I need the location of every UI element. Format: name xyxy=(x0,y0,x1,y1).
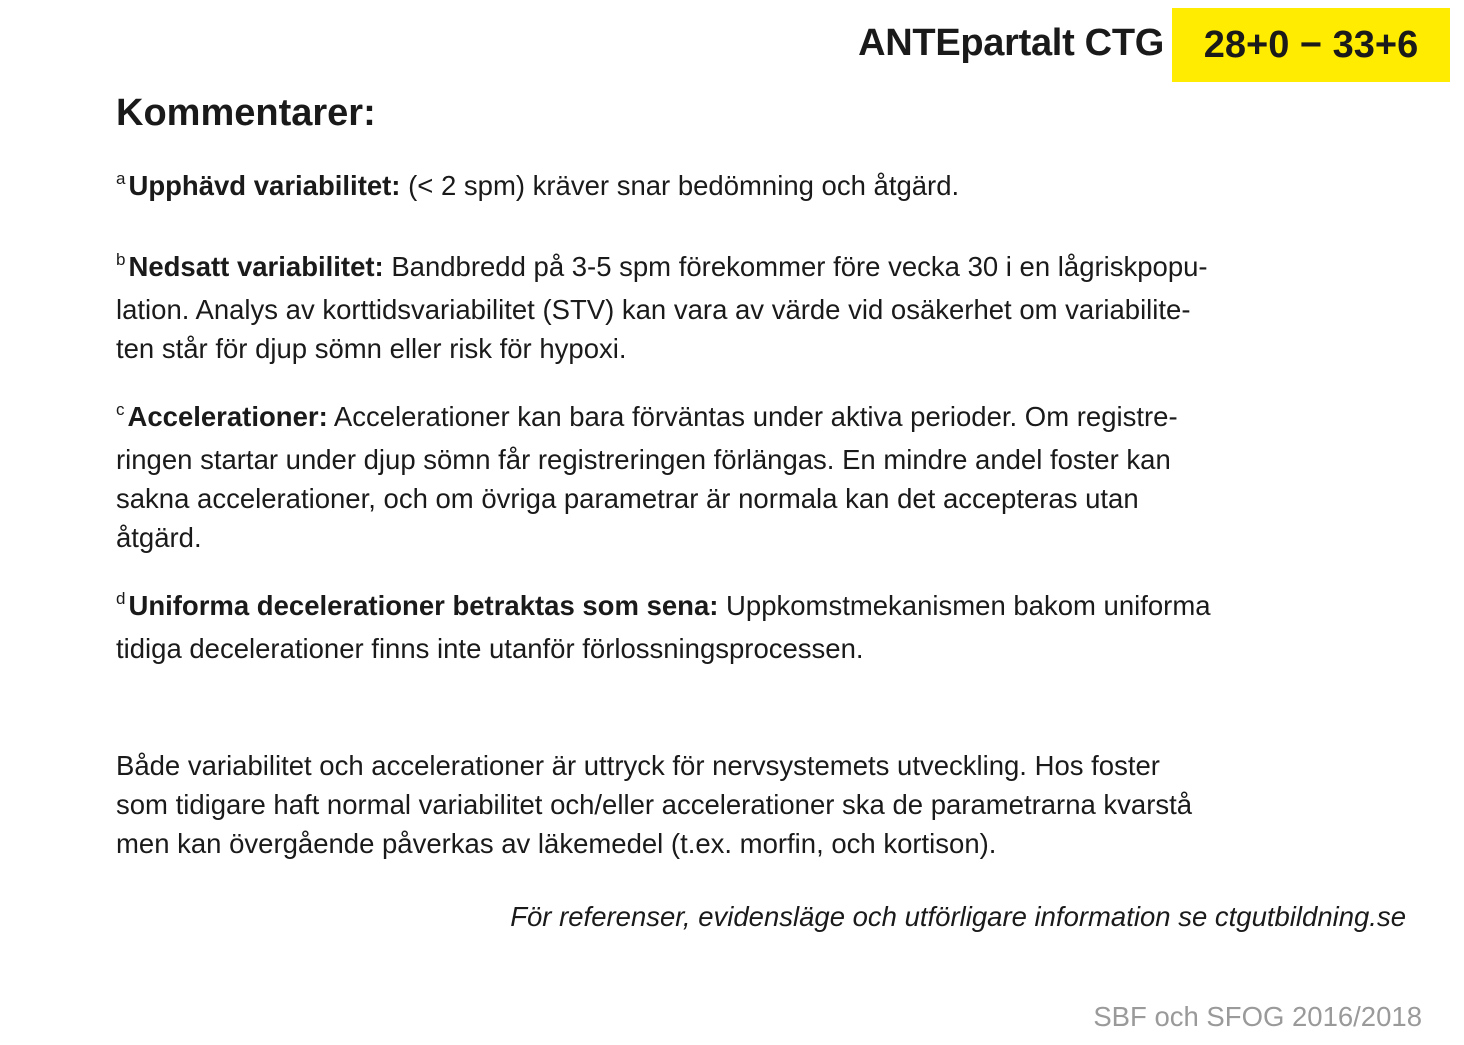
summary-line: men kan övergående påverkas av läkemedel (t.ex. morfin, och kortison). xyxy=(116,828,997,859)
comment-line xyxy=(116,397,1416,440)
comment-d xyxy=(116,586,1416,668)
comment-text: Uppkomstmekanismen bakom uniforma xyxy=(718,590,1211,621)
comment-line: åtgärd. xyxy=(116,522,202,553)
footnote-marker: a xyxy=(116,169,126,188)
comment-b xyxy=(116,247,1416,368)
comment-text: (< 2 spm) kräver snar bedömning och åtgärd. xyxy=(400,170,960,201)
comment-term: Accelerationer: xyxy=(127,401,328,432)
comment-c xyxy=(116,397,1416,557)
comment-line xyxy=(116,166,1416,209)
comment-line: sakna accelerationer, och om övriga parametrar är normala kan det accepteras utan xyxy=(116,483,1139,514)
comment-term: Nedsatt variabilitet: xyxy=(128,251,384,282)
comment-line: lation. Analys av korttidsvariabilitet (STV) kan vara av värde vid osäkerhet om variabilite- xyxy=(116,294,1191,325)
gestational-week-badge: 28+0 − 33+6 xyxy=(1172,8,1450,82)
summary-paragraph xyxy=(116,746,1416,863)
comment-line: ringen startar under djup sömn får registreringen förlängas. En mindre andel foster kan xyxy=(116,444,1171,475)
comment-term: Uniforma decelerationer betraktas som sena: xyxy=(128,590,719,621)
document-title: ANTEpartalt CTG xyxy=(858,22,1164,64)
comment-text: Accelerationer kan bara förväntas under aktiva perioder. Om registre- xyxy=(327,401,1178,432)
comment-line: tidiga decelerationer finns inte utanför förlossningsprocessen. xyxy=(116,633,864,664)
summary-line: Både variabilitet och accelerationer är uttryck för nervsystemets utveckling. Hos foster xyxy=(116,750,1160,781)
summary-line: som tidigare haft normal variabilitet och/eller accelerationer ska de parametrarna kvarstå xyxy=(116,789,1193,820)
section-heading: Kommentarer: xyxy=(116,92,376,134)
footnote-marker: c xyxy=(116,400,125,419)
footnote-marker: b xyxy=(116,250,126,269)
comment-a xyxy=(116,166,1416,209)
comment-line xyxy=(116,247,1416,290)
comment-term: Upphävd variabilitet: xyxy=(128,170,401,201)
source-credit: SBF och SFOG 2016/2018 xyxy=(1093,1001,1422,1032)
reference-note: För referenser, evidensläge och utförligare information se ctgutbildning.se xyxy=(510,901,1406,932)
comment-line xyxy=(116,586,1416,629)
footnote-marker: d xyxy=(116,589,126,608)
comment-line: ten står för djup sömn eller risk för hypoxi. xyxy=(116,333,627,364)
comment-text: Bandbredd på 3-5 spm förekommer före vecka 30 i en lågriskpopu- xyxy=(383,251,1208,282)
